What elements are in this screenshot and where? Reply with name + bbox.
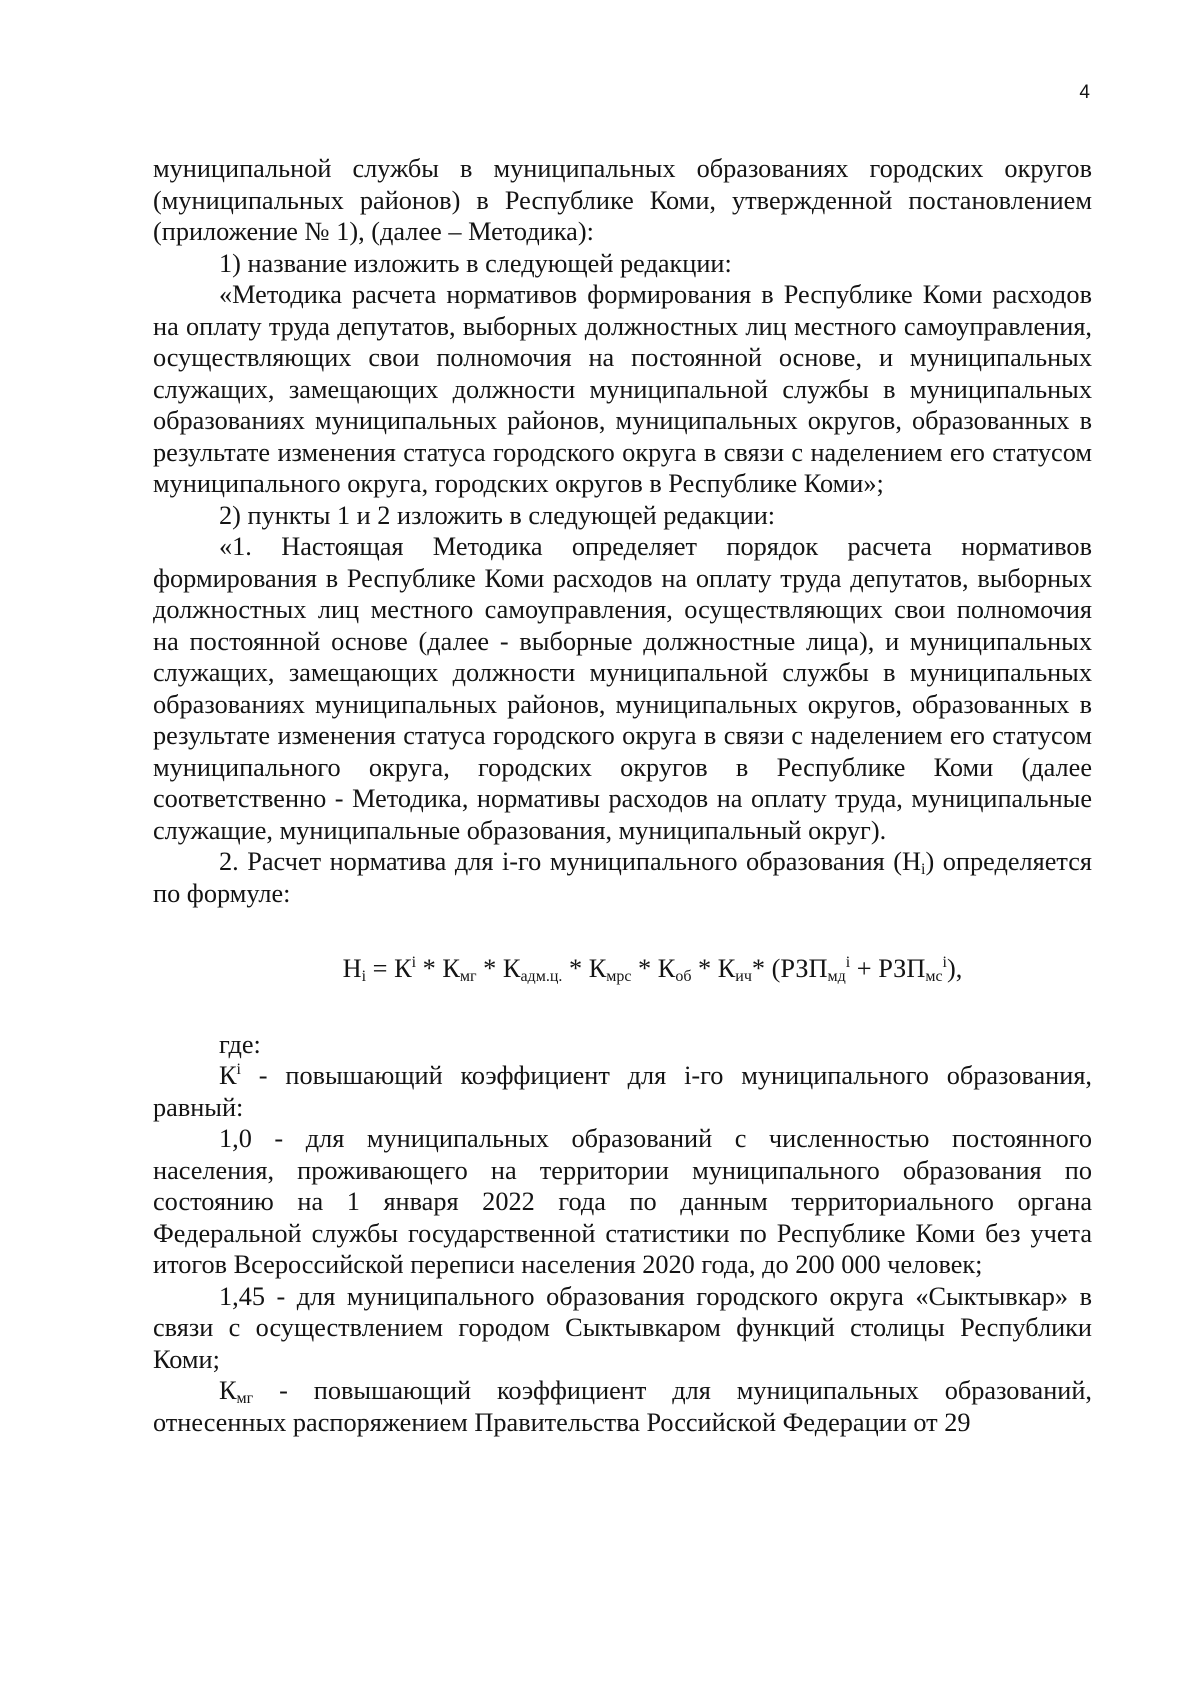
paragraph-clause-2 bbox=[153, 846, 1092, 909]
page-number: 4 bbox=[1079, 82, 1090, 103]
formula-end: ), bbox=[947, 954, 963, 983]
formula-op6: * (РЗП bbox=[751, 954, 828, 983]
formula-kob-sub: об bbox=[675, 968, 692, 985]
formula-k: К bbox=[394, 954, 412, 983]
formula-h-sub: i bbox=[361, 968, 367, 985]
paragraph-k-value-145: 1,45 - для муниципального образования городского округа «Сыктывкар» в связи с осуществлением городом Сыктывкаром функций столицы Республики Коми; bbox=[153, 1281, 1092, 1374]
k-superscript: i bbox=[236, 1061, 241, 1078]
formula-op5: * К bbox=[691, 954, 736, 983]
formula-eq: = bbox=[366, 954, 395, 983]
formula-kich-sub: ич bbox=[735, 968, 752, 985]
paragraph-kmg-definition bbox=[153, 1375, 1092, 1438]
formula-ms-sup: i bbox=[942, 954, 947, 971]
formula-op1: * К bbox=[416, 954, 460, 983]
formula-k-sup: i bbox=[411, 954, 417, 971]
formula-h: Н bbox=[342, 954, 362, 983]
kmg-symbol: К bbox=[219, 1376, 237, 1405]
formula-op3: * К bbox=[562, 954, 607, 983]
k-definition-text: - повышающий коэффициент для i-го муниципального образования, равный: bbox=[153, 1061, 1092, 1122]
kmg-definition-text: - повышающий коэффициент для муниципальных образований, отнесенных распоряжением Правительства Российской Федерации от 29 bbox=[153, 1376, 1092, 1437]
formula-kadm-sub: адм.ц. bbox=[520, 968, 563, 985]
paragraph-new-title: «Методика расчета нормативов формирования в Республике Коми расходов на оплату труда депутатов, выборных должностных лиц местного самоуправления, осуществляющих свои полномочия на постоянной основе, и муниципальных служащих, замещающих должности муниципальной службы в муниципальных образованиях муниципальных районов, муниципальных округов, образованных в результате изменения статуса городского округа в связи с наделением его статусом муниципального округа, городских округов в Республике Коми»; bbox=[153, 280, 1092, 498]
formula-op7: + РЗП bbox=[850, 954, 926, 983]
paragraph-k-definition bbox=[153, 1060, 1092, 1123]
document-body bbox=[153, 153, 1092, 1438]
formula-kmrs-sub: мрс bbox=[606, 968, 632, 985]
paragraph-clause-1: «1. Настоящая Методика определяет порядок расчета нормативов формирования в Республике Коми расходов на оплату труда депутатов, выборных должностных лиц местного самоуправления, осуществляющих свои полномочия на постоянной основе (далее - выборные должностные лица), и муниципальных служащих, замещающих должности муниципальной службы в муниципальных образованиях муниципальных районов, муниципальных округов, образованных в результате изменения статуса городского округа в связи с наделением его статусом муниципального округа, городских округов в Республике Коми (далее соответственно - Методика, нормативы расходов на оплату труда, муниципальные служащие, муниципальные образования, муниципальный округ). bbox=[153, 532, 1092, 845]
formula-kmg-sub: мг bbox=[459, 968, 477, 985]
k-symbol: К bbox=[219, 1061, 237, 1090]
clause-2-text-end: ) определяется по формуле: bbox=[153, 847, 1092, 908]
paragraph-item-2: 2) пункты 1 и 2 изложить в следующей редакции: bbox=[219, 500, 776, 530]
formula-md-sup: i bbox=[845, 954, 851, 971]
clause-2-subscript: i bbox=[921, 861, 926, 878]
formula-op2: * К bbox=[476, 954, 521, 983]
clause-2-text: 2. Расчет норматива для i-го муниципального образования (Н bbox=[219, 847, 922, 876]
kmg-subscript: мг bbox=[236, 1390, 254, 1407]
paragraph-where: где: bbox=[219, 1029, 261, 1059]
formula-ms-sub: мс bbox=[925, 968, 943, 985]
formula-md-sub: мд bbox=[827, 968, 846, 985]
paragraph-k-value-1: 1,0 - для муниципальных образований с численностью постоянного населения, проживающего на территории муниципального образования по состоянию на 1 января 2022 года по данным территориального органа Федеральной службы государственной статистики по Республике Коми без учета итогов Всероссийской переписи населения 2020 года, до 200 000 человек; bbox=[153, 1124, 1092, 1279]
paragraph-methodology-title-ref: муниципальной службы в муниципальных образованиях городских округов (муниципальных районов) в Республике Коми, утвержденной постановлением (приложение № 1), (далее – Методика): bbox=[153, 154, 1092, 246]
formula bbox=[153, 953, 1092, 985]
formula-op4: * К bbox=[631, 954, 676, 983]
paragraph-item-1: 1) название изложить в следующей редакции: bbox=[219, 248, 732, 278]
